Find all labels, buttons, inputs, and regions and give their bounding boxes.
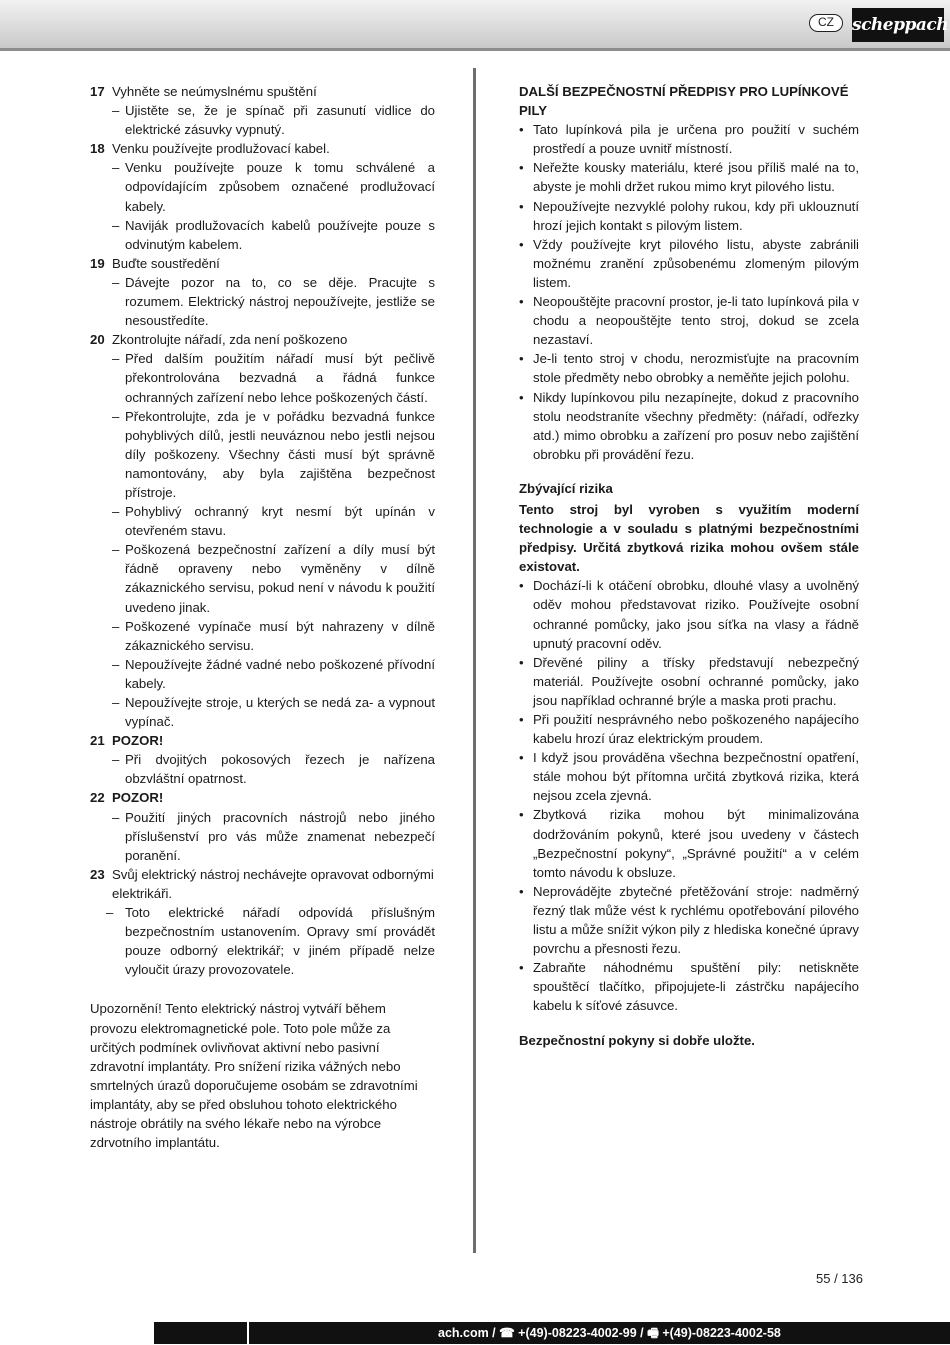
sub-item-text: Naviják prodlužovacích kabelů používejte pouze s odvinutým kabelem. (125, 217, 435, 252)
sub-item-text: Poškozená bezpečnostní zařízení a díly musí být řádně opraveny nebo vyměněny v dílně zákaznického servisu, pokud není v návodu k použití uvedeno jinak. (125, 542, 435, 615)
bullet-marker: • (519, 960, 524, 976)
section-title: DALŠÍ BEZPEČNOSTNÍ PŘEDPISY PRO LUPÍNKOVÉ PILY (519, 84, 849, 119)
sub-item (90, 540, 435, 616)
column-divider (473, 68, 476, 1253)
item-number: 20 (90, 332, 105, 348)
bullet-text: I když jsou prováděna všechna bezpečnostní opatření, stále mohou být přítomna určitá zbytková rizika, která nejsou zcela zjevná. (533, 750, 859, 804)
item-number: 23 (90, 866, 105, 882)
page-number: 55 / 136 (816, 1271, 863, 1286)
item-number: 21 (90, 733, 105, 749)
bullet-text: Vždy používejte kryt pilového listu, abyste zabránili možnému zranění způsobenému zlomeným pilovým listem. (533, 236, 859, 290)
sub-item-text: Pohyblivý ochranný kryt nesmí být upínán v otevřeném stavu. (125, 504, 435, 539)
dash-marker: – (112, 542, 120, 558)
bullet-item (519, 349, 859, 387)
bullet-item (519, 958, 859, 1015)
dash-marker: – (112, 351, 120, 367)
dash-marker: – (112, 752, 120, 768)
dash-marker: – (112, 809, 120, 825)
bullet-text: Nikdy lupínkovou pilu nezapínejte, dokud z pracovního stolu neodstraníte všechny předměty: (nářadí, odřezky atd.) mimo obrobku a zařízení pro posuv nebo zajištění obrobku při provádění řezu. (533, 389, 859, 462)
footer-blank (0, 1322, 154, 1344)
item-number: 18 (90, 141, 105, 157)
dash-marker: – (106, 905, 114, 921)
left-column (90, 82, 435, 1152)
sub-item (90, 216, 435, 254)
bullet-text: Neřežte kousky materiálu, které jsou příliš malé na to, abyste je mohli držet rukou mimo kryt pilového listu. (533, 160, 859, 195)
sub-item-text: Poškozené vypínače musí být nahrazeny v dílně zákaznického servisu. (125, 618, 435, 653)
numbered-item (90, 865, 435, 903)
bullet-marker: • (519, 160, 524, 176)
bullet-marker: • (519, 578, 524, 594)
sub-item (90, 101, 435, 139)
item-title: POZOR! (112, 790, 164, 806)
bullet-text: Je-li tento stroj v chodu, nerozmisťujte na pracovním stole předměty nebo obrobky a neměňte jejich polohu. (533, 351, 859, 386)
header-band (0, 0, 950, 48)
sub-item-text: Překontrolujte, zda je v pořádku bezvadná funkce pohyblivých dílů, jestli neuváznou nebo jestli nejsou díly poškozeny. Všechny části musí být správně namontovány, aby byla zajištěna bezpečnost přístroje. (125, 408, 435, 500)
bullet-text: Zbytková rizika mohou být minimalizována dodržováním pokynů, které jsou uvedeny v částech „Bezpečnostní pokyny“, „Správné použití“ a v celém tomto návodu k obsluze. (533, 807, 859, 880)
dash-marker: – (112, 656, 120, 672)
bullet-text: Dřevěné piliny a třísky představují nebezpečný materiál. Používejte osobní ochranné pomůcky, jako jsou například ochranné brýle a maska proti prachu. (533, 654, 859, 708)
bullet-item (519, 388, 859, 464)
sub-item-text: Venku používejte pouze k tomu schválené a odpovídajícím způsobem označené prodlužovací kabely. (125, 160, 435, 214)
numbered-item (90, 82, 435, 101)
sub-item-text: Nepoužívejte stroje, u kterých se nedá za- a vypnout vypínač. (125, 695, 435, 730)
dash-marker: – (112, 695, 120, 710)
residual-risks-list (519, 576, 859, 1015)
bullet-marker: • (519, 236, 524, 252)
dash-marker: – (112, 618, 120, 634)
dash-marker: – (112, 274, 120, 290)
bullet-marker: • (519, 198, 524, 214)
bullet-item (519, 235, 859, 292)
residual-risks-heading: Zbývající rizika (519, 480, 613, 496)
sub-item (90, 903, 435, 979)
bullet-text: Zabraňte náhodnému spuštění pily: netiskněte spouštěcí tlačítko, připojujete-li zástrčku napájecího kabelu k síťové zásuvce. (533, 960, 859, 1014)
safety-bullet-list (519, 120, 859, 464)
sub-item-text: Toto elektrické nářadí odpovídá příslušným bezpečnostním ustanovením. Opravy smí provádět pouze odborný elektrikář; v jiném případě nelze vyloučit úrazy provozovatele. (125, 905, 435, 978)
bullet-text: Dochází-li k otáčení obrobku, dlouhé vlasy a uvolněný oděv mohou představovat riziko. Používejte osobní ochranné pomůcky, jako jsou síťka na vlasy a řádně upnutý pracovní oděv. (533, 578, 859, 651)
sub-item (90, 693, 435, 731)
bullet-marker: • (519, 712, 524, 727)
dash-marker: – (112, 103, 120, 119)
footer-contact-bar: ach.com / ☎ +(49)-08223-4002-99 / 🖷 +(49)-08223-4002-58 (249, 1322, 950, 1344)
right-column (519, 82, 859, 1050)
item-title: Venku používejte prodlužovací kabel. (112, 141, 330, 157)
bullet-item (519, 653, 859, 710)
language-badge: CZ (809, 14, 843, 32)
sub-item (90, 407, 435, 502)
bullet-item (519, 748, 859, 805)
bullet-marker: • (519, 294, 524, 310)
numbered-item (90, 139, 435, 158)
header-rule (0, 48, 950, 51)
bullet-text: Při použití nesprávného nebo poškozeného napájecího kabelu hrozí úraz elektrickým proudem. (533, 712, 859, 747)
bullet-marker: • (519, 389, 524, 405)
numbered-item (90, 330, 435, 349)
sub-item (90, 750, 435, 788)
sub-item-text: Dávejte pozor na to, co se děje. Pracujte s rozumem. Elektrický nástroj nepoužívejte, jestliže se nesoustředíte. (125, 274, 435, 329)
numbered-item (90, 254, 435, 273)
sub-item (90, 349, 435, 406)
sub-item-text: Před dalším použitím nářadí musí být pečlivě překontrolována bezvadná a řádná funkce ochranných zařízení nebo lehce poškozených částí. (125, 351, 435, 405)
bullet-text: Neopouštějte pracovní prostor, je-li tato lupínková pila v chodu a neopouštějte tento stroj, dokud se zcela nezastaví. (533, 294, 859, 348)
footer-block (154, 1322, 247, 1344)
numbered-list (90, 82, 435, 979)
sub-item (90, 273, 435, 330)
sub-item (90, 655, 435, 693)
bullet-marker: • (519, 122, 524, 138)
item-title: Zkontrolujte nářadí, zda není poškozeno (112, 332, 348, 348)
bullet-text: Tato lupínková pila je určena pro použití v suchém prostředí a pouze uvnitř místností. (533, 122, 859, 157)
bullet-marker: • (519, 351, 524, 367)
bullet-marker: • (519, 654, 524, 670)
bullet-marker: • (519, 750, 524, 766)
bullet-text: Neprovádějte zbytečné přetěžování stroje: nadměrný řezný tlak může vést k rychlému opotřebování pilového listu a může snížit výkon pily z hlediska konečné úpravy povrchu a přesnosti řezu. (533, 883, 859, 957)
bullet-item (519, 158, 859, 196)
sub-item (90, 808, 435, 865)
keep-instructions-note: Bezpečnostní pokyny si dobře uložte. (519, 1032, 755, 1048)
sub-item-text: Nepoužívejte žádné vadné nebo poškozené přívodní kabely. (125, 656, 435, 691)
bullet-item (519, 120, 859, 158)
dash-marker: – (112, 408, 120, 424)
bullet-marker: • (519, 883, 524, 899)
bullet-item (519, 805, 859, 881)
bullet-item (519, 576, 859, 652)
item-number: 22 (90, 790, 105, 806)
bullet-item (519, 197, 859, 235)
sub-item (90, 502, 435, 540)
bullet-item (519, 292, 859, 349)
sub-item-text: Ujistěte se, že je spínač při zasunutí vidlice do elektrické zásuvky vypnutý. (125, 103, 435, 138)
item-title: Buďte soustředění (112, 255, 220, 271)
numbered-item (90, 788, 435, 807)
sub-item (90, 617, 435, 655)
item-number: 17 (90, 84, 105, 99)
item-number: 19 (90, 255, 105, 271)
sub-item-text: Při dvojitých pokosových řezech je nařízena obzvláštní opatrnost. (125, 752, 435, 787)
brand-logo: scheppach (852, 8, 944, 42)
emf-warning-note: Upozornění! Tento elektrický nástroj vytváří během provozu elektromagnetické pole. Toto pole může za určitých podmínek ovlivňovat aktivní nebo pasivní zdravotní implantáty. Pro snížení rizika vážných nebo smrtelných úrazů doporučujeme osobám se zdravotními implantáty, aby se před obsluhou tohoto elektrického nástroje obrátily na svého lékaře nebo na výrobce zdrvotního implantátu. (90, 1001, 418, 1151)
numbered-item (90, 731, 435, 750)
dash-marker: – (112, 217, 120, 233)
dash-marker: – (112, 504, 120, 520)
item-title: POZOR! (112, 733, 164, 749)
dash-marker: – (112, 160, 120, 176)
bullet-item (519, 882, 859, 958)
sub-item-text: Použití jiných pracovních nástrojů nebo jiného příslušenství pro vás může znamenat nebezpečí poranění. (125, 809, 435, 863)
residual-risks-intro: Tento stroj byl vyroben s využitím moderní technologie a v souladu s platnými bezpečnostními předpisy. Určitá zbytková rizika mohou ovšem stále existovat. (519, 501, 859, 575)
bullet-text: Nepoužívejte nezvyklé polohy rukou, kdy při uklouznutí hrozí jejich kontakt s pilovým listem. (533, 198, 859, 233)
bullet-marker: • (519, 807, 524, 823)
item-title: Vyhněte se neúmyslnému spuštění (112, 84, 317, 99)
sub-item (90, 158, 435, 215)
item-title: Svůj elektrický nástroj nechávejte opravovat odbornými elektrikáři. (112, 866, 434, 901)
bullet-item (519, 710, 859, 748)
